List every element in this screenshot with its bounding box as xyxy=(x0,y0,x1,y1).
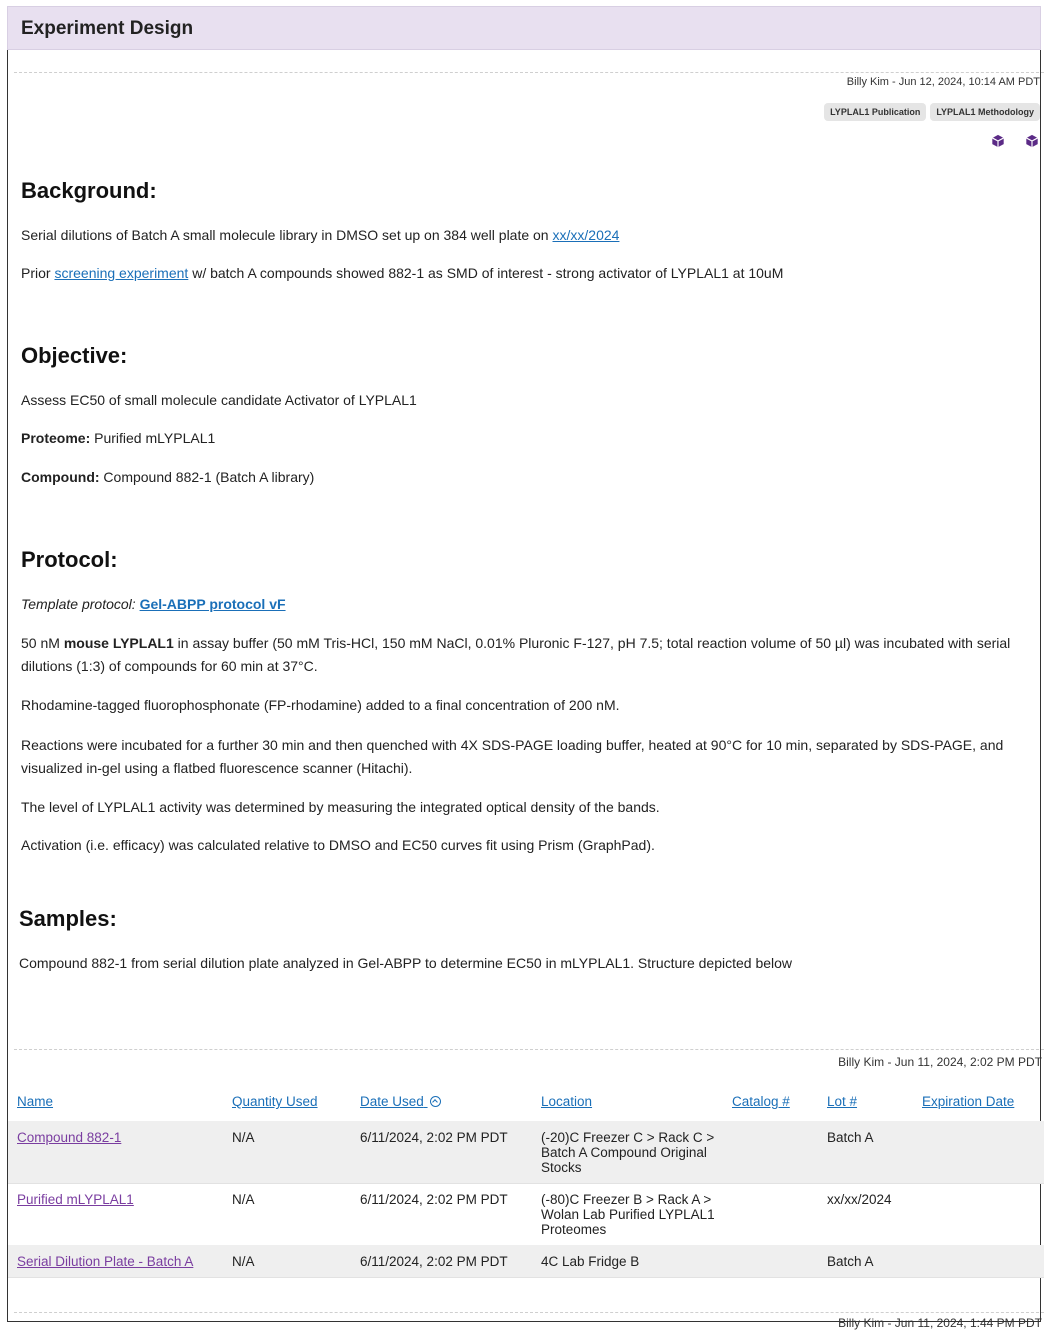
column-location[interactable]: Location xyxy=(541,1094,593,1109)
background-paragraph-1: Serial dilutions of Batch A small molecule library in DMSO set up on 384 well plate on xx/xx/2024 xyxy=(21,227,620,243)
column-lot[interactable]: Lot # xyxy=(827,1094,858,1109)
sample-link[interactable]: Serial Dilution Plate - Batch A xyxy=(17,1254,194,1269)
protocol-paragraph-3: Reactions were incubated for a further 30 min and then quenched with 4X SDS-PAGE loading buffer, heated at 90°C for 10 min, separated by SDS-PAGE, and visualized in-gel using a flatbed fluorescence scanner (Hitachi). xyxy=(21,737,1004,776)
cube-icon[interactable] xyxy=(991,134,1005,148)
tag-list xyxy=(824,103,1040,121)
screening-experiment-link[interactable]: screening experiment xyxy=(54,265,189,281)
background-heading: Background: xyxy=(21,178,157,203)
date-cell: 6/11/2024, 2:02 PM PDT xyxy=(360,1192,508,1207)
table-row xyxy=(8,1121,1044,1184)
cube-icon[interactable] xyxy=(1025,134,1039,148)
date-link[interactable]: xx/xx/2024 xyxy=(552,227,620,243)
page-title: Experiment Design xyxy=(21,18,194,39)
protocol-paragraph-2: Rhodamine-tagged fluorophosphonate (FP-rhodamine) added to a final concentration of 200 nM. xyxy=(21,697,620,713)
section-header xyxy=(7,6,1041,50)
divider xyxy=(14,1312,1044,1313)
quantity-cell: N/A xyxy=(232,1192,255,1207)
table-row xyxy=(8,1245,1044,1278)
lot-cell: Batch A xyxy=(827,1130,874,1145)
divider xyxy=(14,1049,1044,1050)
entry-meta: Billy Kim - Jun 11, 2024, 2:02 PM PDT xyxy=(838,1055,1042,1069)
template-protocol-line: Template protocol: Gel-ABPP protocol vF xyxy=(21,596,286,612)
column-expiration-date[interactable]: Expiration Date xyxy=(922,1094,1015,1109)
date-cell: 6/11/2024, 2:02 PM PDT xyxy=(360,1130,508,1145)
protocol-paragraph-1: 50 nM mouse LYPLAL1 in assay buffer (50 mM Tris-HCl, 150 mM NaCl, 0.01% Pluronic F-127, pH 7.5; total reaction volume of 50 µl) was incubated with serial dilutions (1:3) of compounds for 60 min at 37°C. xyxy=(21,635,1011,674)
samples-heading: Samples: xyxy=(19,906,117,931)
protocol-paragraph-5: Activation (i.e. efficacy) was calculated relative to DMSO and EC50 curves fit using Prism (GraphPad). xyxy=(21,837,655,853)
compound-line: Compound: Compound 882-1 (Batch A library) xyxy=(21,469,315,485)
tag-publication[interactable]: LYPLAL1 Publication xyxy=(824,103,926,121)
objective-paragraph: Assess EC50 of small molecule candidate Activator of LYPLAL1 xyxy=(21,392,417,408)
column-date-used[interactable]: Date Used xyxy=(360,1094,441,1109)
location-cell: (-20)C Freezer C > Rack C > Batch A Compound Original Stocks xyxy=(541,1130,715,1175)
template-protocol-link[interactable]: Gel-ABPP protocol vF xyxy=(139,596,286,612)
table-row xyxy=(8,1183,1044,1246)
table-header xyxy=(14,1094,1044,1116)
sort-ascending-icon[interactable] xyxy=(430,1096,441,1107)
entry-icons xyxy=(991,134,1039,148)
date-cell: 6/11/2024, 2:02 PM PDT xyxy=(360,1254,508,1269)
quantity-cell: N/A xyxy=(232,1254,255,1269)
lot-cell: xx/xx/2024 xyxy=(827,1192,892,1207)
protocol-heading: Protocol: xyxy=(21,547,118,572)
lot-cell: Batch A xyxy=(827,1254,874,1269)
samples-paragraph: Compound 882-1 from serial dilution plate analyzed in Gel-ABPP to determine EC50 in mLYPLAL1. Structure depicted below xyxy=(19,955,793,971)
column-name[interactable]: Name xyxy=(17,1094,54,1109)
divider xyxy=(14,72,1044,73)
entry-meta: Billy Kim - Jun 11, 2024, 1:44 PM PDT xyxy=(838,1316,1042,1330)
protocol-paragraph-4: The level of LYPLAL1 activity was determined by measuring the integrated optical density of the bands. xyxy=(21,799,660,815)
sample-link[interactable]: Compound 882-1 xyxy=(17,1130,122,1145)
objective-heading: Objective: xyxy=(21,343,128,368)
column-catalog[interactable]: Catalog # xyxy=(732,1094,790,1109)
location-cell: (-80)C Freezer B > Rack A > Wolan Lab Purified LYPLAL1 Proteomes xyxy=(541,1192,715,1237)
location-cell: 4C Lab Fridge B xyxy=(541,1254,640,1269)
sample-link[interactable]: Purified mLYPLAL1 xyxy=(17,1192,134,1207)
background-paragraph-2: Prior screening experiment w/ batch A compounds showed 882-1 as SMD of interest - strong activator of LYPLAL1 at 10uM xyxy=(21,265,784,281)
quantity-cell: N/A xyxy=(232,1130,255,1145)
column-quantity-used[interactable]: Quantity Used xyxy=(232,1094,318,1109)
proteome-line: Proteome: Purified mLYPLAL1 xyxy=(21,430,216,446)
entry-meta: Billy Kim - Jun 12, 2024, 10:14 AM PDT xyxy=(846,76,1040,88)
tag-methodology[interactable]: LYPLAL1 Methodology xyxy=(930,103,1040,121)
